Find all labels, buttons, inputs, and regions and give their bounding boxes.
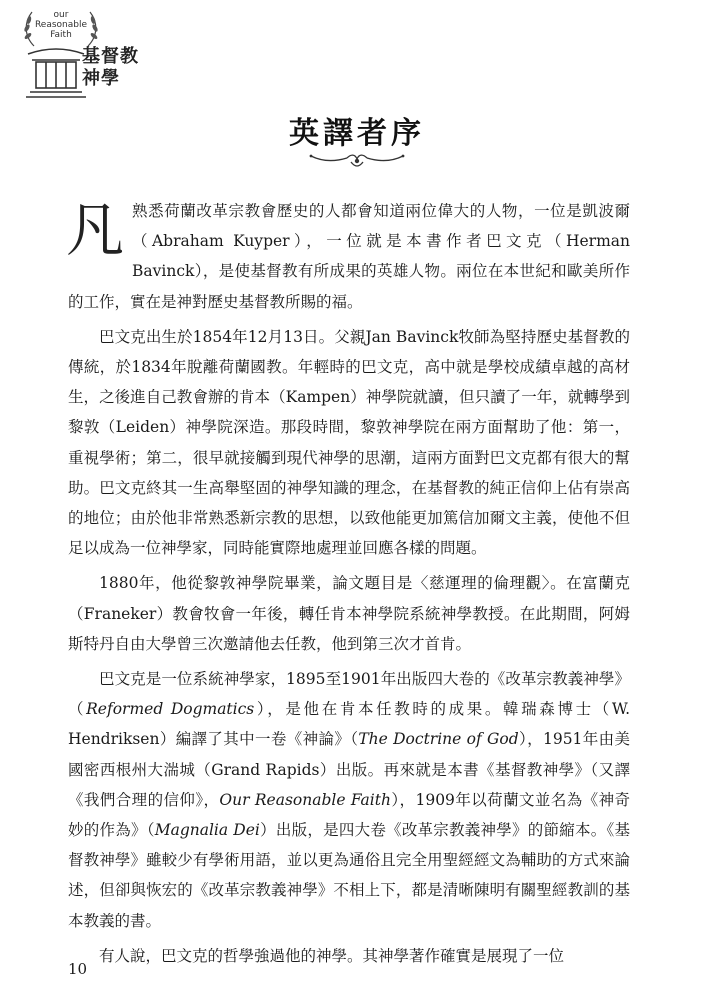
text-segment: ），1909年以荷蘭文並名為《神奇妙的作為》（ <box>68 790 630 840</box>
paragraph-4 <box>68 664 630 936</box>
logo-name-line1: 基督教 <box>82 46 139 67</box>
logo-line: Faith <box>50 30 72 40</box>
body-text <box>68 196 630 976</box>
page-number: 10 <box>68 960 88 978</box>
text-segment: ），1951年由美國密西根州大湍城（Grand Rapids）出版。再來就是本書《基督教神學》（又譯《我們合理的信仰》， <box>68 730 631 809</box>
book-title-italic: Magnalia Dei <box>154 821 260 840</box>
text-segment: 巴文克是一位系統神學家，1895至1901年出版四大卷的《改革宗教義神學》（ <box>68 670 630 719</box>
logo-line: Reasonable <box>34 20 88 30</box>
paragraph-3: 1880年，他從黎敦神學院畢業，論文題目是〈慈運理的倫理觀〉。在富蘭克（Franeker）教會牧會一年後，轉任肯本神學院系統神學教授。在此期間，阿姆斯特丹自由大學曾三次邀請他去任教，他到第三次才首肯。 <box>68 574 630 653</box>
publisher-logo <box>20 6 170 106</box>
text-segment: ）出版，是四大卷《改革宗教義神學》的節縮本。《基督教神學》雖較少有學術用語，並以更為通俗且完全用聖經經文為輔助的方式來論述，但卻與恢宏的《改革宗教義神學》不相上下，都是清晰陳明有關聖經教訓的基本教義的書。 <box>68 821 630 930</box>
paragraph-1 <box>68 196 630 317</box>
logo-line: our <box>53 10 69 20</box>
paragraph-2: 巴文克出生於1854年12月13日。父親Jan Bavinck牧師為堅持歷史基督教的傳統，於1834年脫離荷蘭國教。年輕時的巴文克，高中就是學校成績卓越的高材生，之後進自己教會辦的肯本（Kampen）神學院就讀，但只讀了一年，就轉學到黎敦（Leiden）神學院深造。那段時間，黎敦神學院在兩方面幫助了他：第一，重視學術；第二，很早就接觸到現代神學的思潮，這兩方面對巴文克都有很大的幫助。巴文克終其一生高舉堅固的神學知識的理念，在基督教的純正信仰上佔有崇高的地位；由於他非常熟悉新宗教的思想，以致他能更加篤信加爾文主義，使他不但足以成為一位神學家，同時能實際地處理並回應各樣的問題。 <box>68 327 630 558</box>
ornament-divider-icon <box>307 150 407 172</box>
logo-chinese-name <box>82 46 139 90</box>
book-title-italic: Our Reasonable Faith <box>219 790 391 809</box>
paragraph-text: 熟悉荷蘭改革宗教會歷史的人都會知道兩位偉大的人物，一位是凱波爾（Abraham Kuyper），一位就是本書作者巴文克（Herman Bavinck），是使基督教有所成果的英雄人物。兩位在本世紀和歐美所作的工作，實在是神對歷史基督教所賜的福。 <box>68 202 630 311</box>
paragraph-5: 有人說，巴文克的哲學強過他的神學。其神學著作確實是展現了一位 <box>99 946 565 965</box>
logo-name-line2: 神學 <box>82 68 120 89</box>
logo-english-name <box>20 10 102 40</box>
page-title: 英譯者序 <box>289 116 425 151</box>
drop-cap: 凡 <box>66 196 125 264</box>
book-title-italic: Reformed Dogmatics <box>86 700 255 719</box>
book-title-italic: The Doctrine of God <box>358 730 519 749</box>
text-segment: ），是他在肯本任教時的成果。韓瑞森博士（W. Hendriksen）編譯了其中一卷《神論》（ <box>68 700 630 749</box>
